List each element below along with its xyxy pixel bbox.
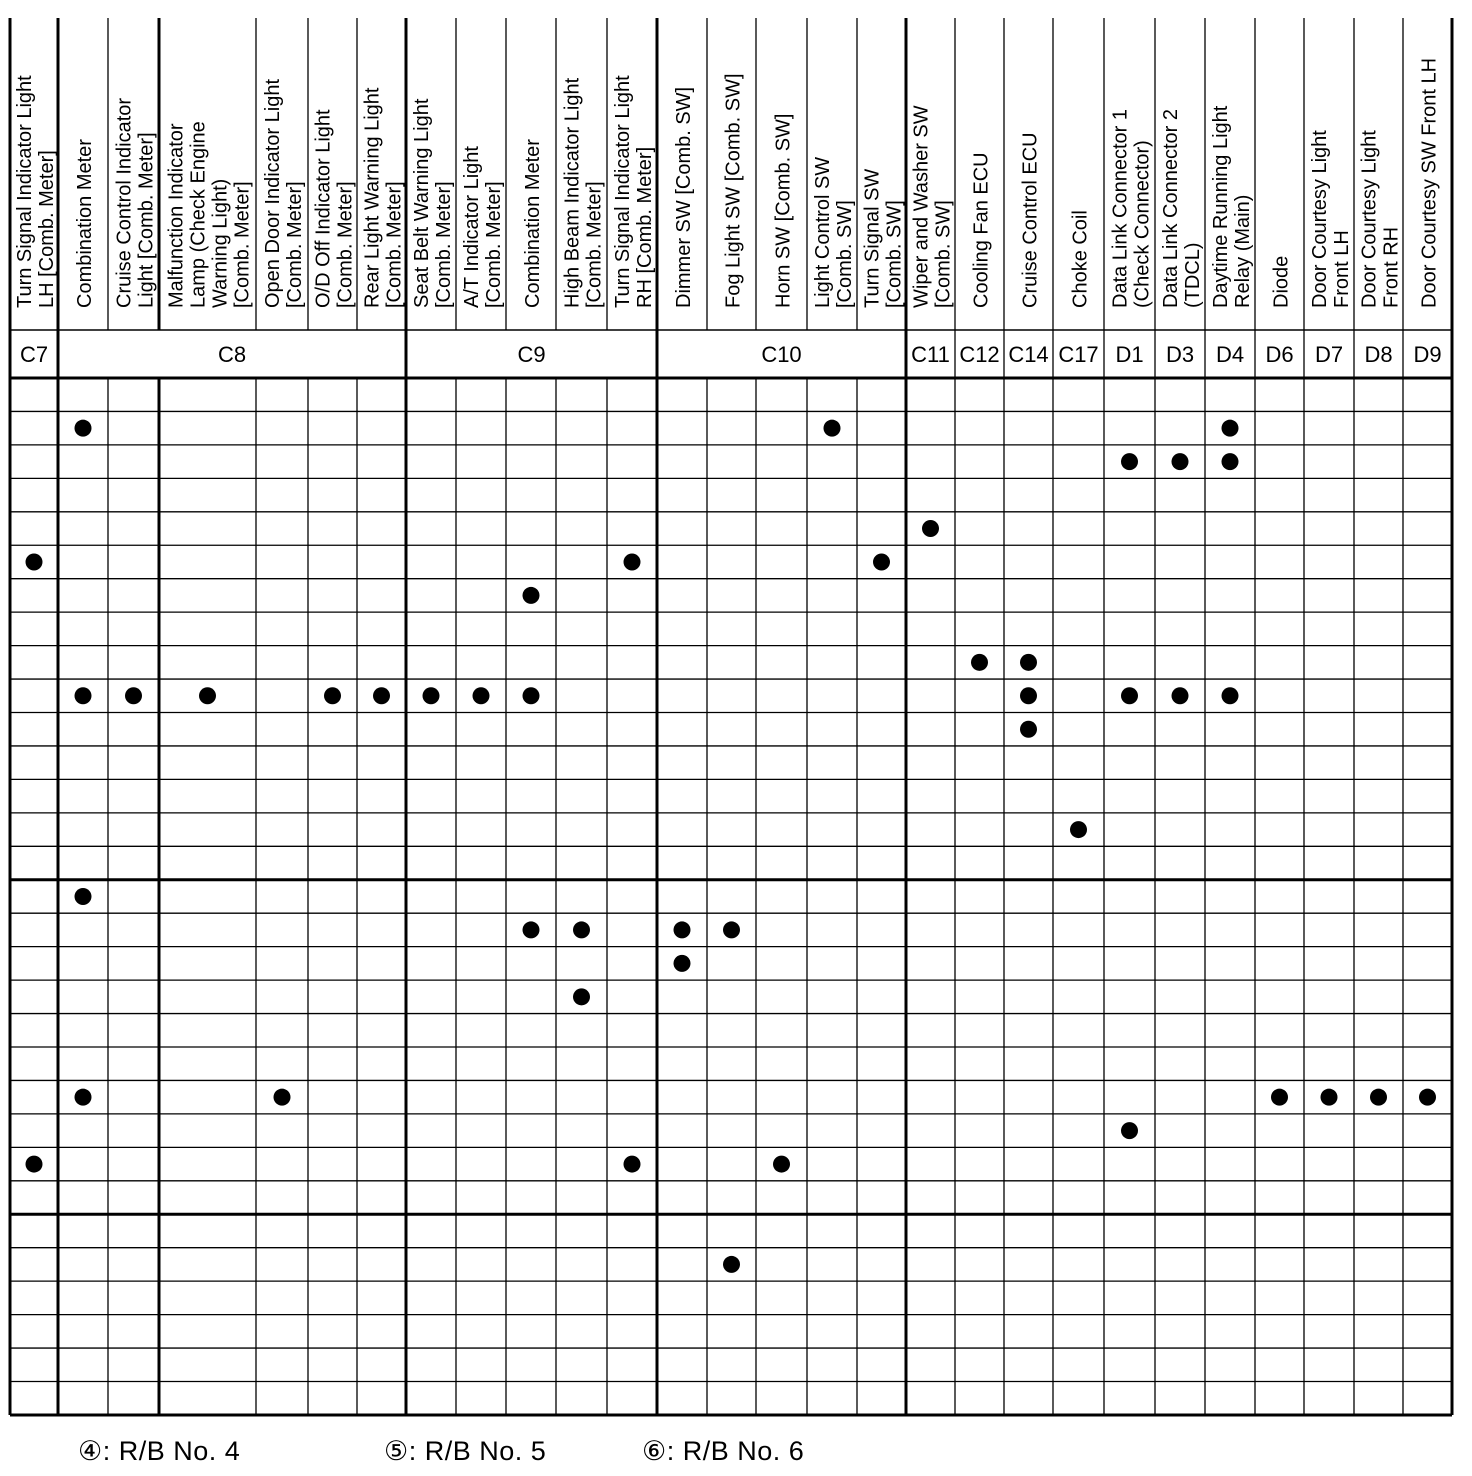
column-label-door-courtesy-light-front-lh: Door Courtesy Light: [1309, 130, 1331, 308]
column-label-daytime-running-light-relay-main: Relay (Main): [1232, 194, 1254, 308]
column-label-combination-meter: Combination Meter: [522, 139, 544, 308]
connection-dot: [523, 921, 540, 938]
column-label-choke-coil: Choke Coil: [1069, 210, 1092, 308]
column-label-rear-light-warning-light-comb-meter: Rear Light Warning Light: [361, 87, 384, 308]
connection-dot: [373, 687, 390, 704]
column-label-fog-light-sw-comb-sw: Fog Light SW [Comb. SW]: [722, 73, 745, 308]
column-label-daytime-running-light-relay-main: Daytime Running Light: [1210, 105, 1232, 308]
connection-dot: [873, 553, 890, 570]
column-label-cooling-fan-ecu: Cooling Fan ECU: [970, 152, 993, 308]
connection-dot: [324, 687, 341, 704]
column-label-data-link-connector-2-tdcl: Data Link Connector 2: [1160, 108, 1182, 308]
column-label-turn-signal-indicator-light-lh-comb-meter: LH [Comb. Meter]: [36, 150, 58, 308]
connection-dot: [199, 687, 216, 704]
column-label-seat-belt-warning-light-comb-meter: [Comb. Meter]: [433, 181, 455, 308]
connector-code-d3: D3: [1165, 342, 1195, 367]
column-label-malfunction-indicator-lamp-check-engine-warning-light-comb-meter: Malfunction Indicator: [165, 123, 188, 308]
connection-dot: [75, 420, 92, 437]
column-label-cruise-control-indicator-light-comb-meter: Light [Comb. Meter]: [135, 132, 158, 308]
column-label-rear-light-warning-light-comb-meter: [Comb. Meter]: [383, 181, 406, 308]
connector-code-c7: C7: [19, 342, 49, 367]
column-label-cruise-control-indicator-light-comb-meter: Cruise Control Indicator: [113, 97, 136, 308]
column-label-seat-belt-warning-light-comb-meter: Seat Belt Warning Light: [411, 98, 433, 308]
connection-dot: [26, 553, 43, 570]
column-label-turn-signal-sw-comb-sw: [Comb. SW]: [883, 200, 906, 308]
connection-dot: [1419, 1089, 1436, 1106]
column-label-a-t-indicator-light-comb-meter: [Comb. Meter]: [483, 181, 505, 308]
connector-code-c9: C9: [517, 342, 546, 367]
column-label-high-beam-indicator-light-comb-meter: High Beam Indicator Light: [561, 77, 584, 308]
connection-dot: [1172, 687, 1189, 704]
connection-dot: [125, 687, 142, 704]
column-label-data-link-connector-2-tdcl: (TDCL): [1182, 242, 1204, 308]
column-label-open-door-indicator-light-comb-meter: [Comb. Meter]: [284, 181, 306, 308]
connector-code-d9: D9: [1413, 342, 1442, 367]
column-label-light-control-sw-comb-sw: Light Control SW: [812, 156, 834, 308]
connection-dot: [1020, 654, 1037, 671]
connector-code-c17: C17: [1058, 342, 1099, 367]
connection-dot: [1222, 420, 1239, 437]
connection-dot: [1121, 687, 1138, 704]
legend-rb-6: ⑥: R/B No. 6: [642, 1436, 805, 1466]
connection-dot: [26, 1156, 43, 1173]
connection-dot: [75, 687, 92, 704]
connection-dot: [922, 520, 939, 537]
connection-dot: [1020, 687, 1037, 704]
connection-dot: [1271, 1089, 1288, 1106]
connection-dot: [423, 687, 440, 704]
legend-rb-5: ⑤: R/B No. 5: [384, 1436, 547, 1466]
column-label-malfunction-indicator-lamp-check-engine-warning-light-comb-meter: Lamp (Check Engine: [187, 121, 210, 308]
connection-dot: [75, 1089, 92, 1106]
connection-dot: [1172, 453, 1189, 470]
connection-dot: [824, 420, 841, 437]
connector-code-c8: C8: [217, 342, 247, 367]
connection-dot: [75, 888, 92, 905]
connection-dot: [1121, 1122, 1138, 1139]
connection-dot: [773, 1156, 790, 1173]
column-label-data-link-connector-1-check-connector: (Check Connector): [1131, 140, 1154, 308]
connector-code-d4: D4: [1215, 342, 1245, 367]
connection-dot: [1321, 1089, 1338, 1106]
connection-dot: [723, 1256, 740, 1273]
connection-dot: [1370, 1089, 1387, 1106]
connection-dot: [523, 587, 540, 604]
legend: [0, 1436, 1472, 1470]
connection-dot: [674, 955, 691, 972]
connection-dot: [573, 988, 590, 1005]
connection-dot: [624, 553, 641, 570]
connection-dot: [1070, 821, 1087, 838]
column-label-data-link-connector-1-check-connector: Data Link Connector 1: [1109, 108, 1132, 308]
connection-dot: [723, 921, 740, 938]
connection-dot: [523, 687, 540, 704]
column-label-door-courtesy-sw-front-lh: Door Courtesy SW Front LH: [1418, 57, 1441, 308]
column-label-turn-signal-indicator-light-rh-comb-meter: Turn Signal Indicator Light: [612, 75, 634, 308]
connection-dot: [1020, 721, 1037, 738]
column-label-door-courtesy-light-front-rh: Front RH: [1380, 226, 1403, 308]
connection-dot: [274, 1089, 291, 1106]
column-label-door-courtesy-light-front-lh: Front LH: [1331, 230, 1353, 308]
connection-dot: [1222, 453, 1239, 470]
column-label-high-beam-indicator-light-comb-meter: [Comb. Meter]: [583, 181, 606, 308]
connection-dot: [1121, 453, 1138, 470]
connection-dot: [674, 921, 691, 938]
connection-dot: [473, 687, 490, 704]
column-label-light-control-sw-comb-sw: [Comb. SW]: [834, 200, 856, 308]
connection-dot: [971, 654, 988, 671]
column-label-o-d-off-indicator-light-comb-meter: O/D Off Indicator Light: [312, 109, 335, 308]
column-label-turn-signal-indicator-light-rh-comb-meter: RH [Comb. Meter]: [634, 146, 656, 308]
column-label-wiper-and-washer-sw-comb-sw: Wiper and Washer SW: [910, 105, 933, 308]
column-label-turn-signal-sw-comb-sw: Turn Signal SW: [861, 168, 884, 308]
connector-code-c11: C11: [911, 342, 950, 367]
connector-code-c14: C14: [1008, 342, 1049, 367]
connector-code-d1: D1: [1115, 342, 1144, 367]
column-label-horn-sw-comb-sw: Horn SW [Comb. SW]: [772, 113, 795, 308]
connection-dot: [573, 921, 590, 938]
legend-rb-4: ④: R/B No. 4: [78, 1436, 241, 1466]
column-label-combination-meter: Combination Meter: [74, 139, 96, 308]
connection-dot: [1222, 687, 1239, 704]
column-label-a-t-indicator-light-comb-meter: A/T Indicator Light: [461, 146, 483, 308]
column-label-cruise-control-ecu: Cruise Control ECU: [1019, 132, 1042, 308]
connector-code-d6: D6: [1265, 342, 1294, 367]
column-label-malfunction-indicator-lamp-check-engine-warning-light-comb-meter: [Comb. Meter]: [231, 181, 254, 308]
column-label-diode: Diode: [1270, 255, 1293, 308]
connector-code-c10: C10: [761, 342, 802, 367]
column-label-o-d-off-indicator-light-comb-meter: [Comb. Meter]: [334, 181, 357, 308]
connector-code-d8: D8: [1364, 342, 1393, 367]
connection-dot: [624, 1156, 641, 1173]
column-label-wiper-and-washer-sw-comb-sw: [Comb. SW]: [932, 200, 955, 308]
column-label-open-door-indicator-light-comb-meter: Open Door Indicator Light: [262, 78, 284, 308]
column-label-dimmer-sw-comb-sw: Dimmer SW [Comb. SW]: [673, 86, 695, 308]
connector-code-d7: D7: [1314, 342, 1344, 367]
connector-code-c12: C12: [959, 342, 1000, 367]
column-label-door-courtesy-light-front-rh: Door Courtesy Light: [1358, 130, 1381, 308]
column-label-turn-signal-indicator-light-lh-comb-meter: Turn Signal Indicator Light: [14, 75, 36, 308]
column-label-malfunction-indicator-lamp-check-engine-warning-light-comb-meter: Warning Light): [209, 178, 232, 308]
